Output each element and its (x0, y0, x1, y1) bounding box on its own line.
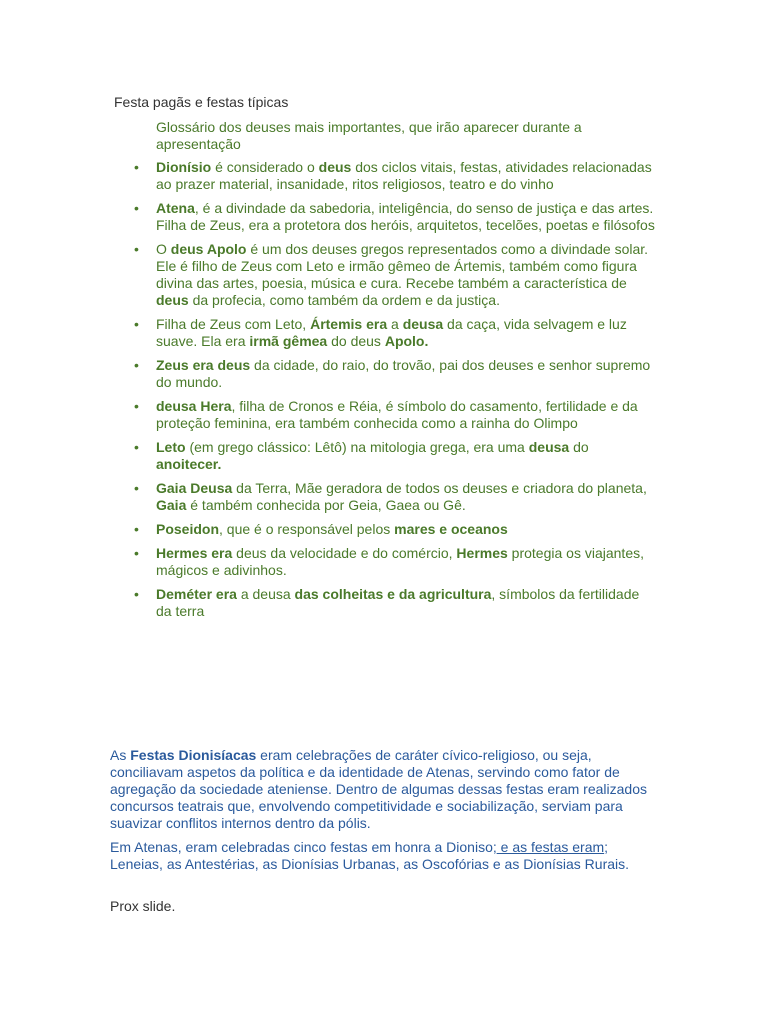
glossary-item-demeter: • Deméter era a deusa das colheitas e da agricultura, símbolos da fertilidade da terra (156, 586, 656, 620)
festas-dionisiacas-paragraph: As Festas Dionisíacas eram celebrações de caráter cívico-religioso, ou seja, conciliavam aspetos da política e da identidade de Atenas, servindo como fator de agregação da sociedade ateniense. Dentro de algumas dessas festas eram realizados concursos teatrais que, envolvendo competitividade e sociabilização, serviam para suavizar conflitos internos dentro da pólis. (110, 747, 647, 831)
glossary-item-apolo: • O deus Apolo é um dos deuses gregos representados como a divindade solar. Ele é filho de Zeus com Leto e irmão gêmeo de Ártemis, também como figura divina das artes, poesia, música e cura. Recebe também a característica de deus da profecia, como também da ordem e da justiça. (156, 241, 656, 309)
glossary-item-zeus: • Zeus era deus da cidade, do raio, do trovão, pai dos deuses e senhor supremo do mundo. (156, 357, 656, 391)
glossary-item-hera: • deusa Hera, filha de Cronos e Réia, é símbolo do casamento, fertilidade e da proteção feminina, era também conhecida como a rainha do Olimpo (156, 398, 656, 432)
glossary-item-hermes: • Hermes era deus da velocidade e do comércio, Hermes protegia os viajantes, mágicos e adivinhos. (156, 545, 656, 579)
glossary-item-atena: • Atena, é a divindade da sabedoria, inteligência, do senso de justiça e das artes. Filha de Zeus, era a protetora dos heróis, arquitetos, tecelões, poetas e filósofos (156, 200, 656, 234)
glossary-item-poseidon: • Poseidon, que é o responsável pelos mares e oceanos (156, 521, 656, 538)
glossary-item-leto: • Leto (em grego clássico: Lêtô) na mitologia grega, era uma deusa do anoitecer. (156, 439, 656, 473)
glossary-item-artemis: • Filha de Zeus com Leto, Ártemis era a deusa da caça, vida selvagem e luz suave. Ela era irmã gêmea do deus Apolo. (156, 316, 656, 350)
glossary-list (156, 159, 656, 627)
atenas-festas-paragraph: Em Atenas, eram celebradas cinco festas em honra a Dioniso; e as festas eram; Leneias, as Antestérias, as Dionísias Urbanas, as Oscofórias e as Dionísias Rurais. (110, 839, 630, 872)
footer-note: Prox slide. (110, 898, 176, 914)
glossary-item-dionisio: • Dionísio é considerado o deus dos ciclos vitais, festas, atividades relacionadas ao prazer material, insanidade, ritos religiosos, teatro e do vinho (156, 159, 656, 193)
glossary-intro: Glossário dos deuses mais importantes, que irão aparecer durante a apresentação (156, 119, 582, 152)
page-title: Festa pagãs e festas típicas (114, 94, 289, 110)
glossary-item-gaia: • Gaia Deusa da Terra, Mãe geradora de todos os deuses e criadora do planeta, Gaia é também conhecida por Geia, Gaea ou Gê. (156, 480, 656, 514)
